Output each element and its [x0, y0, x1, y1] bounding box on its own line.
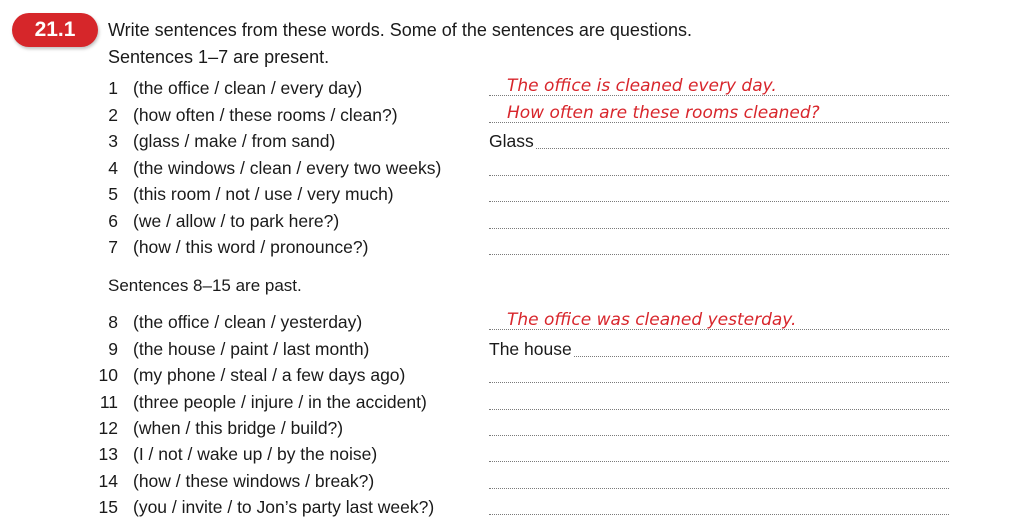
- item-number: 5: [108, 184, 118, 204]
- exercise-row: [0, 209, 1024, 233]
- answer-line[interactable]: [489, 103, 949, 127]
- answer-line[interactable]: [489, 235, 949, 259]
- item-prompt: (the house / paint / last month): [133, 339, 370, 359]
- exercise-row: [0, 103, 1024, 127]
- item-number: 14: [98, 471, 118, 491]
- item-number: 6: [108, 211, 118, 231]
- answer-line[interactable]: [489, 156, 949, 180]
- past-heading: Sentences 8–15 are past.: [108, 276, 302, 295]
- item-prompt: (the office / clean / yesterday): [133, 312, 363, 332]
- example-answer: The office was cleaned yesterday.: [507, 310, 797, 330]
- exercise-row: [0, 235, 1024, 259]
- answer-line[interactable]: [489, 495, 949, 519]
- answer-start: The house: [489, 339, 572, 359]
- exercise-row: [0, 182, 1024, 206]
- answer-line[interactable]: [489, 469, 949, 493]
- exercise-row: [0, 390, 1024, 414]
- exercise-row: [0, 337, 1024, 361]
- item-number: 9: [108, 339, 118, 359]
- exercise-row: [0, 363, 1024, 387]
- item-number: 11: [99, 392, 118, 412]
- item-prompt: (three people / injure / in the accident): [133, 392, 427, 412]
- answer-line[interactable]: [489, 363, 949, 387]
- item-number: 3: [108, 131, 118, 151]
- item-prompt: (how / this word / pronounce?): [133, 237, 369, 257]
- item-prompt: (glass / make / from sand): [133, 131, 336, 151]
- item-number: 10: [98, 365, 118, 385]
- instruction-text: Write sentences from these words. Some of the sentences are questions.: [108, 20, 692, 40]
- answer-line[interactable]: [489, 416, 949, 440]
- item-number: 8: [108, 312, 118, 332]
- item-number: 7: [108, 237, 118, 257]
- item-number: 2: [108, 105, 118, 125]
- present-heading: Sentences 1–7 are present.: [108, 47, 330, 67]
- exercise-row: [0, 156, 1024, 180]
- answer-line[interactable]: [489, 390, 949, 414]
- answer-line[interactable]: [489, 337, 949, 361]
- item-prompt: (we / allow / to park here?): [133, 211, 340, 231]
- exercise-row: [0, 310, 1024, 334]
- item-number: 13: [98, 444, 118, 464]
- item-prompt: (when / this bridge / build?): [133, 418, 344, 438]
- item-prompt: (this room / not / use / very much): [133, 184, 394, 204]
- answer-line[interactable]: [489, 76, 949, 100]
- item-prompt: (I / not / wake up / by the noise): [133, 444, 378, 464]
- item-prompt: (how often / these rooms / clean?): [133, 105, 398, 125]
- exercise-row: [0, 495, 1024, 519]
- answer-line[interactable]: [489, 442, 949, 466]
- item-prompt: (my phone / steal / a few days ago): [133, 365, 406, 385]
- item-number: 12: [98, 418, 118, 438]
- example-answer: How often are these rooms cleaned?: [507, 103, 820, 123]
- exercise-number-badge: 21.1: [12, 13, 98, 47]
- exercise-row: [0, 129, 1024, 153]
- answer-line[interactable]: [489, 182, 949, 206]
- item-prompt: (the office / clean / every day): [133, 78, 363, 98]
- exercise-row: [0, 416, 1024, 440]
- answer-line[interactable]: [489, 209, 949, 233]
- item-number: 15: [98, 497, 118, 517]
- exercise-row: [0, 442, 1024, 466]
- item-prompt: (the windows / clean / every two weeks): [133, 158, 442, 178]
- answer-start: Glass: [489, 131, 534, 151]
- item-number: 1: [108, 78, 118, 98]
- exercise-row: [0, 469, 1024, 493]
- example-answer: The office is cleaned every day.: [507, 76, 777, 96]
- answer-line[interactable]: [489, 129, 949, 153]
- item-number: 4: [108, 158, 118, 178]
- exercise-row: [0, 76, 1024, 100]
- answer-line[interactable]: [489, 310, 949, 334]
- item-prompt: (you / invite / to Jon’s party last week?): [133, 497, 435, 517]
- item-prompt: (how / these windows / break?): [133, 471, 375, 491]
